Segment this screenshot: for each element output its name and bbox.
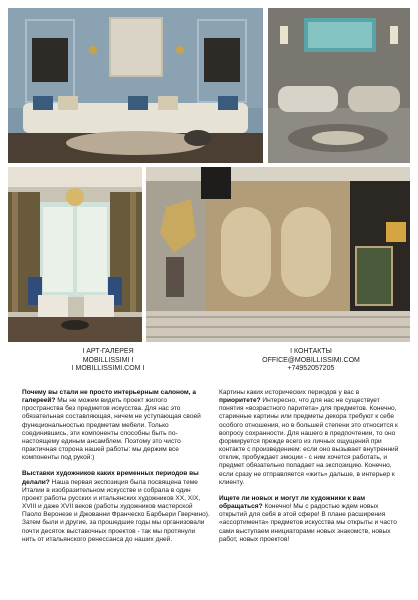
photo-lounge [268,8,410,163]
article-answer: Картины каких исторических периодов у вас в [219,389,360,396]
article-answer: Мы не можем видеть проект жилого пространства без предметов искусства. Для нас это обязательная составляющая, ничем не уступающая своей функциональностью предметам мебели. Только соединившись, эти компоненты способны быть по-настоящему единым ансамблем. Поэтому это чисто практичная сторона нашей работы: мы держим все компоненты под рукой:) [22,397,201,462]
office-contact-phone[interactable]: +74952057205 [287,365,335,373]
office-contact-email[interactable]: OFFICE@MOBILLISSIMI.COM [262,356,360,364]
photo-living-room [8,8,263,163]
photo-window-room [8,167,142,342]
office-contact-block [212,348,410,374]
gallery-contact-website[interactable]: I MOBILLISSIMI.COM I [71,365,145,373]
article-answer: Конечно! Мы с радостью ждем новых открытий для себя в этой сфере! В плане расширения «ассортимента» предметов искусства мы открыты и часто сами выступаем инициаторами новых знакомств, новых работ, новых проектов! [219,503,397,543]
article-paragraph [219,389,402,487]
article-column-left [22,389,210,552]
gallery-contact-name: MOBILLISSIMI I [82,356,134,364]
article-column-right [219,389,402,552]
gallery-contact-title: I АРТ-ГАЛЕРЕЯ [82,348,134,355]
article-question: Выставки художников каких временных периодов вы делали? [22,470,199,486]
photo-gallery-hall [146,167,410,342]
article-paragraph [22,389,210,462]
article-question: приоритете? [219,397,261,405]
article-answer: Интересно, что для нас не существует понятия «возрастного паритета» для предметов. Конечно, старинные картины или предметы декора требуют к себе особого отношения, но в большей степени это относится к вопросу сохранности. Для нашего в предпочтении, то оно формируется прежде всего из личных ощущений при контакте с произведением: если оно вызывает внутренний отклик, пробуждает эмоции - с ним хочется работать, и предмет обязательно попадает на экспозицию. Конечно, если сразу не отправляется «жить» дальше, в интерьер к клиенту. [219,397,399,486]
gallery-contact-block [8,348,208,374]
office-contact-title: I КОНТАКТЫ [290,348,332,355]
article-question: Почему вы стали не просто интерьерным салоном, а галереей? [22,389,197,405]
article-answer: Наша первая экспозиция была посвящена теме Италии в изобразительном искусстве и собрала в один проект работы русских и итальянских художников XX, XIX, XVIII и даже XVII веков (работы художников мастерской Паоло Веронезе и Джованни Франческо Барбьери Гверчино). Затем были и другие, за прошедшие годы мы организовали почти десяток выставочных проектов - так мы протянули нить от итальянского ренессанса до наших дней. [22,478,210,543]
article-paragraph [219,495,402,544]
article-paragraph [22,470,210,543]
article-question: Ищете ли новых и могут ли художники к вам обращаться? [219,494,366,511]
